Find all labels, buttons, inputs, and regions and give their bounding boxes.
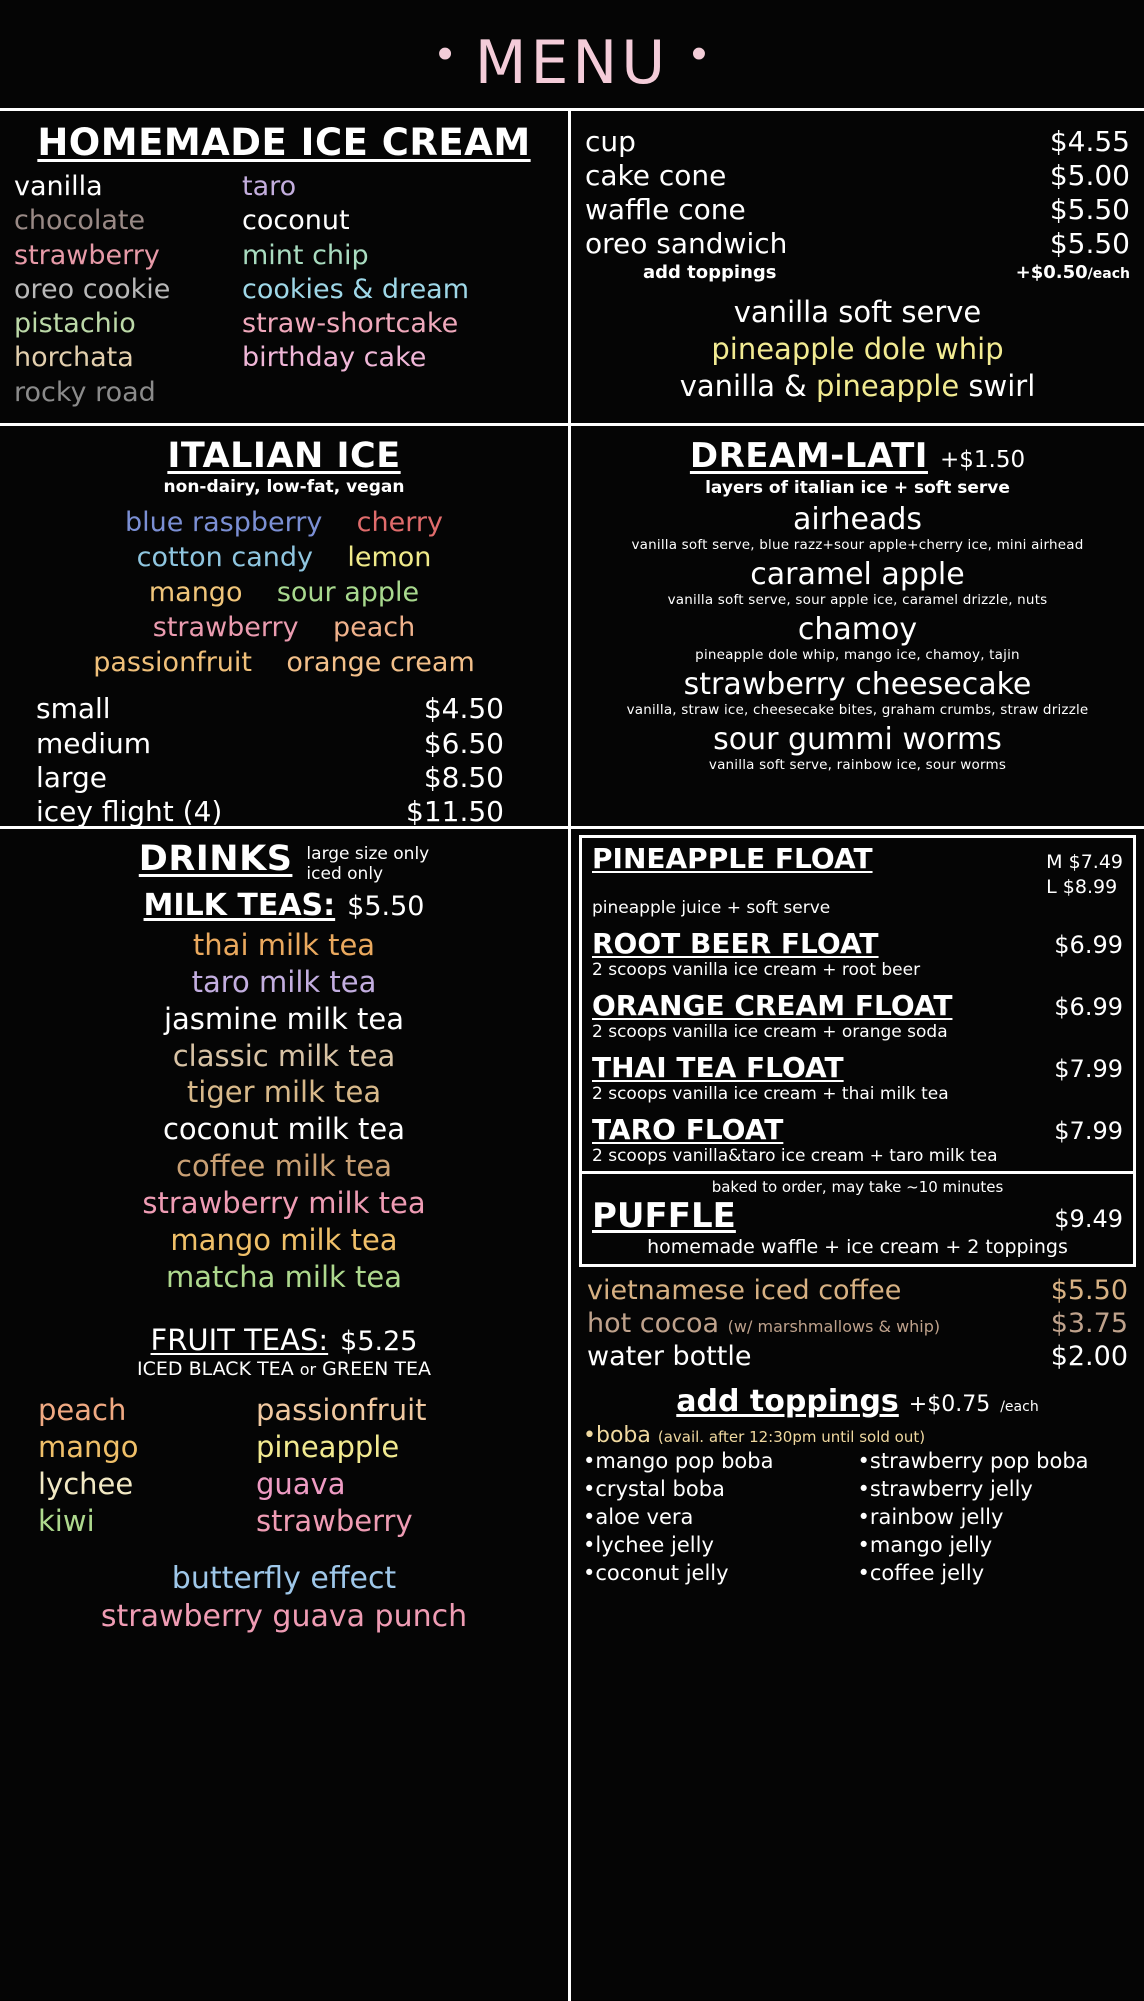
dreamlati-name: caramel apple (750, 557, 965, 592)
dreamlati-desc: pineapple dole whip, mango ice, chamoy, tajin (695, 647, 1020, 663)
dreamlati-item (585, 557, 1130, 608)
other-drink-row (587, 1341, 1128, 1374)
dreamlati-desc: vanilla, straw ice, cheesecake bites, graham crumbs, straw drizzle (626, 702, 1089, 718)
price-row (585, 227, 1130, 261)
italian-ice-flavor: strawberry (152, 612, 299, 644)
other-drinks (579, 1267, 1136, 1374)
topping-item: •coffee jelly (857, 1560, 985, 1585)
soft-serve-item: pineapple dole whip (711, 331, 1004, 366)
puffle-price: $9.49 (1054, 1205, 1123, 1234)
add-toppings-unit: /each (1087, 265, 1130, 282)
float-name: TARO FLOAT (592, 1113, 784, 1147)
add-toppings-row (585, 262, 1130, 284)
flavor-item: strawberry (14, 239, 160, 271)
price-amount: $4.50 (423, 692, 504, 726)
dreamlati-name: sour gummi worms (713, 722, 1002, 757)
float-item (582, 923, 1133, 985)
boba-label: boba (595, 1423, 651, 1449)
flavor-item: vanilla (14, 171, 103, 202)
topping-item: •rainbow jelly (857, 1505, 1004, 1530)
fruit-teas-subtitle (14, 1358, 554, 1380)
dreamlati-desc: vanilla soft serve, rainbow ice, sour worms (708, 757, 1007, 773)
flavor-item: cookies & dream (242, 273, 470, 305)
float-price: $6.99 (1054, 931, 1123, 960)
other-drink-note: (w/ marshmallows & whip) (727, 1317, 941, 1337)
float-item (582, 838, 1133, 923)
page-title: • menu • (437, 4, 707, 104)
flavor-item: horchata (14, 342, 134, 374)
price-label: medium (36, 726, 152, 760)
milk-tea-item: strawberry milk tea (142, 1185, 426, 1220)
fruit-tea-item: strawberry (256, 1503, 413, 1538)
float-desc: 2 scoops vanilla ice cream + thai milk tea (592, 1084, 949, 1105)
float-item (582, 1047, 1133, 1109)
section-ice-cream (0, 108, 1144, 423)
flavor-item: birthday cake (242, 342, 427, 374)
other-drink-label: hot cocoa (587, 1308, 720, 1340)
topping-item: •mango jelly (857, 1532, 993, 1557)
other-drink-amount: $3.75 (1050, 1308, 1128, 1340)
milk-tea-item: coconut milk tea (162, 1112, 406, 1147)
price-row (36, 692, 504, 726)
price-amount: $11.50 (406, 794, 504, 828)
flavor-item: rocky road (14, 376, 156, 408)
float-name: PINEAPPLE FLOAT (592, 842, 873, 875)
title-text: menu (474, 4, 670, 104)
puffle-box (579, 1174, 1136, 1267)
price-amount: $5.50 (1049, 227, 1130, 261)
boba-row: •boba (avail. after 12:30pm until sold out) (583, 1423, 926, 1449)
fruit-tea-item: guava (256, 1467, 346, 1502)
drinks-note-line2: iced only (306, 863, 384, 884)
price-amount: $4.55 (1049, 125, 1130, 158)
italian-ice-row (14, 645, 554, 680)
toppings-heading: add toppings (676, 1384, 899, 1420)
float-item (582, 1109, 1133, 1171)
soft-serve-swirl (585, 368, 1130, 405)
dreamlati-desc: vanilla soft serve, blue razz+sour apple+cherry ice, mini airhead (631, 537, 1084, 553)
float-item (582, 985, 1133, 1047)
ice-cream-flavor-list (14, 170, 554, 410)
other-drink-amount: $2.00 (1050, 1341, 1128, 1373)
italian-ice-row (14, 505, 554, 540)
fruit-teas-price: $5.25 (340, 1326, 418, 1358)
flavor-item: taro (242, 171, 297, 202)
topping-item: •mango pop boba (583, 1449, 774, 1474)
puffle-name: PUFFLE (592, 1196, 736, 1237)
topping-item: •strawberry pop boba (857, 1449, 1089, 1474)
other-drink-label: water bottle (587, 1341, 752, 1373)
drinks-heading: DRINKS (138, 839, 293, 879)
price-row (36, 761, 504, 795)
swirl-pre: vanilla & (679, 368, 817, 403)
price-label: cake cone (585, 159, 727, 193)
toppings-unit: /each (1000, 1399, 1039, 1416)
flavor-item: coconut (242, 205, 350, 237)
milk-tea-item: jasmine milk tea (163, 1001, 405, 1036)
price-row (585, 193, 1130, 227)
dreamlati-desc: vanilla soft serve, sour apple ice, caramel drizzle, nuts (667, 592, 1048, 608)
swirl-mid: pineapple (816, 368, 960, 403)
flavor-item: chocolate (14, 205, 146, 237)
topping-item: •coconut jelly (583, 1560, 729, 1585)
milk-tea-item: matcha milk tea (165, 1259, 403, 1294)
italian-ice-flavor: sour apple (276, 577, 420, 609)
toppings-price: +$0.75 (908, 1392, 991, 1418)
price-amount: $5.00 (1049, 159, 1130, 193)
price-row (585, 159, 1130, 193)
fruit-tea-item: pineapple (256, 1430, 400, 1465)
dreamlati-name: chamoy (797, 612, 918, 647)
float-price-large: L $8.99 (1046, 876, 1118, 899)
float-price: $7.99 (1054, 1055, 1123, 1084)
float-desc: 2 scoops vanilla ice cream + root beer (592, 960, 921, 981)
milk-tea-item: mango milk tea (170, 1222, 398, 1257)
drinks-note-line1: large size only (306, 844, 430, 864)
dreamlati-item (585, 502, 1130, 553)
section-drinks-floats (0, 826, 1144, 2001)
milk-tea-item: thai milk tea (192, 928, 376, 963)
topping-item: •lychee jelly (583, 1532, 714, 1557)
other-drink-row (587, 1308, 1128, 1341)
price-label: cup (585, 125, 636, 158)
boba-note: (avail. after 12:30pm until sold out) (657, 1428, 926, 1447)
price-label: waffle cone (585, 193, 746, 227)
milk-tea-item: coffee milk tea (176, 1149, 392, 1184)
float-desc: pineapple juice + soft serve (592, 898, 831, 919)
italian-ice-flavor: blue raspberry (125, 507, 323, 538)
fruit-tea-special: strawberry guava punch (100, 1598, 468, 1634)
topping-item: •aloe vera (583, 1505, 694, 1530)
dreamlati-item (585, 612, 1130, 663)
section-italian-ice-dreamlati (0, 423, 1144, 826)
other-drink-label: vietnamese iced coffee (587, 1275, 902, 1307)
fruit-tea-item: lychee (38, 1467, 134, 1502)
dreamlati-subtitle: layers of italian ice + soft serve (705, 478, 1010, 498)
price-amount: $8.50 (423, 760, 504, 794)
flavor-item: straw-shortcake (242, 308, 459, 340)
price-row (585, 125, 1130, 159)
italian-ice-subtitle: non-dairy, low-fat, vegan (163, 477, 405, 497)
topping-item: •crystal boba (583, 1477, 725, 1502)
float-name: ORANGE CREAM FLOAT (592, 989, 953, 1023)
dreamlati-name: airheads (792, 502, 923, 537)
float-desc: 2 scoops vanilla&taro ice cream + taro milk tea (592, 1146, 998, 1167)
fruit-teas-subtitle-pre: ICED BLACK TEA (137, 1358, 300, 1381)
fruit-teas-heading: FRUIT TEAS: (150, 1323, 329, 1358)
other-drink-row (587, 1275, 1128, 1308)
italian-ice-flavor: peach (332, 612, 416, 644)
price-label: icey flight (4) (36, 794, 223, 828)
fruit-teas-subtitle-post: GREEN TEA (316, 1358, 431, 1381)
puffle-desc: homemade waffle + ice cream + 2 toppings (647, 1236, 1068, 1259)
fruit-tea-item: peach (38, 1393, 127, 1428)
soft-serve-item: vanilla soft serve (733, 294, 982, 329)
float-price: $6.99 (1054, 993, 1123, 1022)
fruit-tea-special: butterfly effect (171, 1560, 397, 1596)
topping-item: •strawberry jelly (857, 1477, 1033, 1502)
fruit-teas-subtitle-or: or (299, 1360, 317, 1380)
milk-tea-item: classic milk tea (172, 1038, 396, 1073)
flavor-item: mint chip (242, 239, 369, 271)
puffle-note: baked to order, may take ~10 minutes (711, 1178, 1004, 1197)
dreamlati-upcharge: +$1.50 (939, 447, 1026, 473)
milk-tea-item: tiger milk tea (186, 1075, 382, 1110)
price-amount: $5.50 (1049, 193, 1130, 227)
float-price: $7.99 (1054, 1117, 1123, 1146)
milk-teas-price: $5.50 (347, 891, 425, 923)
italian-ice-flavor: mango (148, 577, 243, 609)
italian-ice-row (14, 610, 554, 645)
flavor-item: oreo cookie (14, 273, 171, 305)
price-label: oreo sandwich (585, 227, 788, 261)
dreamlati-item (585, 667, 1130, 718)
other-drink-amount: $5.50 (1050, 1275, 1128, 1307)
toppings-list (583, 1448, 1132, 1588)
price-row (36, 795, 504, 829)
float-price-medium: M $7.49 (1046, 851, 1123, 873)
fruit-tea-item: passionfruit (256, 1393, 427, 1428)
dreamlati-name: strawberry cheesecake (683, 667, 1032, 702)
add-toppings-amount: +$0.50 (1015, 261, 1088, 283)
italian-ice-heading: ITALIAN ICE (167, 436, 401, 476)
float-desc: 2 scoops vanilla ice cream + orange soda (592, 1022, 948, 1043)
price-label: large (36, 760, 107, 794)
fruit-tea-item: mango (38, 1430, 139, 1465)
price-label: small (36, 692, 111, 726)
italian-ice-row (14, 540, 554, 575)
dreamlati-item (585, 722, 1130, 773)
flavor-item: pistachio (14, 308, 136, 340)
float-name: ROOT BEER FLOAT (592, 927, 879, 961)
italian-ice-flavor: lemon (347, 542, 432, 574)
fruit-tea-item: kiwi (38, 1503, 95, 1538)
milk-tea-item: taro milk tea (191, 964, 377, 999)
float-name: THAI TEA FLOAT (592, 1051, 844, 1085)
italian-ice-flavor: cotton candy (136, 542, 313, 574)
milk-teas-heading: MILK TEAS: (143, 888, 336, 924)
italian-ice-flavor: passionfruit (93, 647, 252, 679)
floats-box (579, 835, 1136, 1174)
dreamlati-heading: DREAM-LATI (689, 436, 928, 476)
ice-cream-heading: HOMEMADE ICE CREAM (37, 121, 531, 164)
add-toppings-label: add toppings (643, 261, 777, 283)
italian-ice-flavor: orange cream (286, 647, 475, 679)
price-row (36, 727, 504, 761)
italian-ice-row (14, 575, 554, 610)
italian-ice-flavor: cherry (356, 507, 443, 538)
swirl-post: swirl (959, 368, 1036, 403)
price-amount: $6.50 (423, 726, 504, 760)
